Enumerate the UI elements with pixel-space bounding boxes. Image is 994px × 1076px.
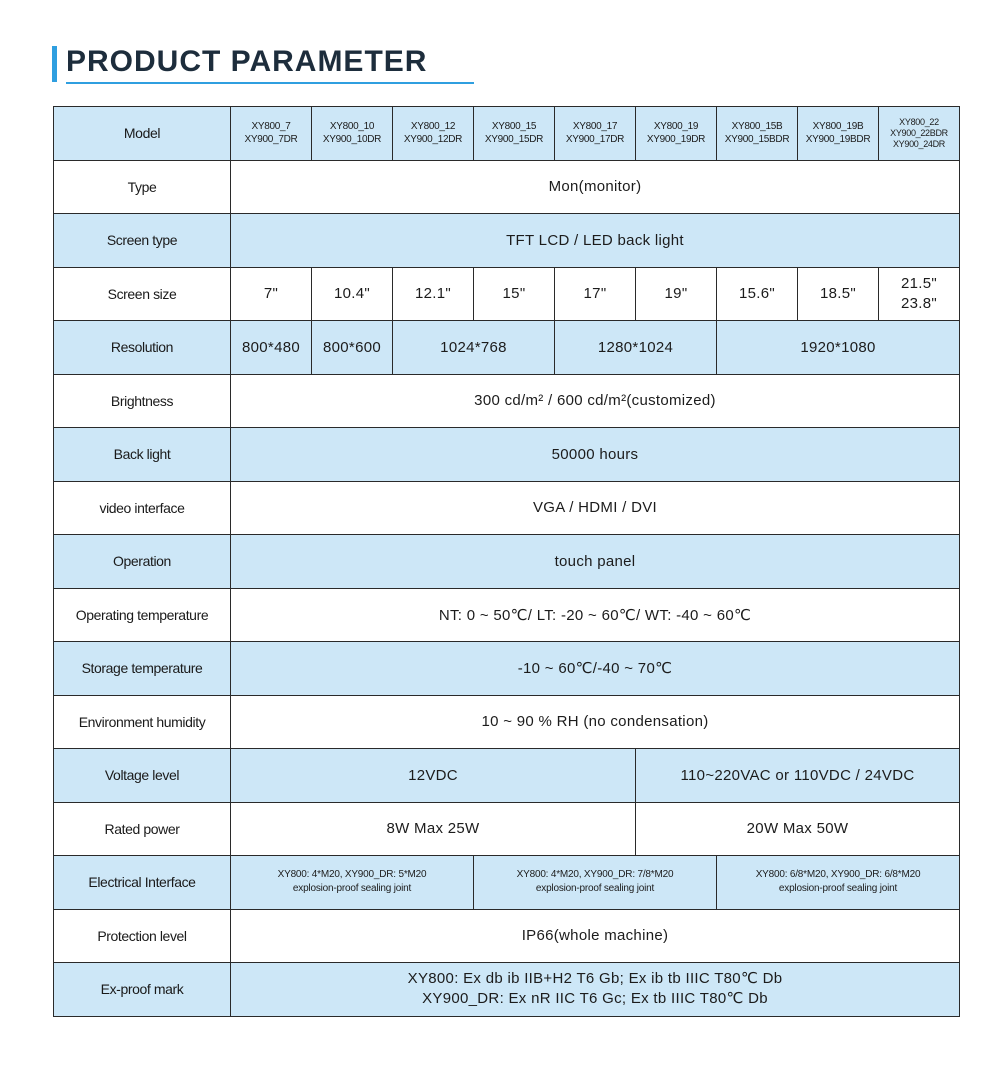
row-header-storage-temperature: Storage temperature [54,642,231,696]
back-light-value: 50000 hours [231,428,960,482]
model-cell: XY800_15 XY900_15DR [474,107,555,161]
row-header-resolution: Resolution [54,321,231,375]
model-cell: XY800_17 XY900_17DR [555,107,636,161]
storage-temperature-value: -10 ~ 60℃/-40 ~ 70℃ [231,642,960,696]
row-header-operating-temperature: Operating temperature [54,588,231,642]
row-header-rated-power: Rated power [54,802,231,856]
voltage-level-cell: 110~220VAC or 110VDC / 24VDC [636,749,960,803]
screen-size-cell: 19" [636,267,717,321]
product-parameter-table [53,106,960,1017]
screen-size-cell: 18.5" [798,267,879,321]
row-operating-temperature [54,588,960,642]
screen-size-cell: 17" [555,267,636,321]
row-storage-temperature [54,642,960,696]
screen-size-cell: 15.6" [717,267,798,321]
row-header-electrical-interface: Electrical Interface [54,856,231,910]
model-cell: XY800_22 XY900_22BDR XY900_24DR [879,107,960,161]
screen-type-value: TFT LCD / LED back light [231,214,960,268]
row-header-voltage-level: Voltage level [54,749,231,803]
rated-power-cell: 8W Max 25W [231,802,636,856]
model-cell: XY800_7 XY900_7DR [231,107,312,161]
row-type [54,160,960,214]
protection-level-value: IP66(whole machine) [231,909,960,963]
model-cell: XY800_19 XY900_19DR [636,107,717,161]
row-environment-humidity [54,695,960,749]
rated-power-cell: 20W Max 50W [636,802,960,856]
row-header-type: Type [54,160,231,214]
title-accent-bar [52,46,57,82]
model-cell: XY800_10 XY900_10DR [312,107,393,161]
row-protection-level [54,909,960,963]
screen-size-cell: 10.4" [312,267,393,321]
resolution-cell: 1280*1024 [555,321,717,375]
row-video-interface [54,481,960,535]
title-underline [66,82,474,84]
row-brightness [54,374,960,428]
row-header-back-light: Back light [54,428,231,482]
row-screen-size [54,267,960,321]
operation-value: touch panel [231,535,960,589]
row-header-screen-size: Screen size [54,267,231,321]
row-screen-type [54,214,960,268]
row-header-model: Model [54,107,231,161]
screen-size-cell: 21.5" 23.8" [879,267,960,321]
operating-temperature-value: NT: 0 ~ 50℃/ LT: -20 ~ 60℃/ WT: -40 ~ 60℃ [231,588,960,642]
row-header-video-interface: video interface [54,481,231,535]
screen-size-cell: 12.1" [393,267,474,321]
brightness-value: 300 cd/m² / 600 cd/m²(customized) [231,374,960,428]
ex-proof-mark-value: XY800: Ex db ib IIB+H2 T6 Gb; Ex ib tb IIIC T80℃ Db XY900_DR: Ex nR IIC T6 Gc; Ex tb IIIC T80℃ Db [231,963,960,1017]
screen-size-cell: 15" [474,267,555,321]
row-voltage-level [54,749,960,803]
row-rated-power [54,802,960,856]
row-header-screen-type: Screen type [54,214,231,268]
row-header-brightness: Brightness [54,374,231,428]
environment-humidity-value: 10 ~ 90 % RH (no condensation) [231,695,960,749]
voltage-level-cell: 12VDC [231,749,636,803]
row-resolution [54,321,960,375]
type-value: Mon(monitor) [231,160,960,214]
resolution-cell: 1024*768 [393,321,555,375]
model-cell: XY800_15B XY900_15BDR [717,107,798,161]
row-header-protection-level: Protection level [54,909,231,963]
row-back-light [54,428,960,482]
page-title: PRODUCT PARAMETER [66,45,428,78]
video-interface-value: VGA / HDMI / DVI [231,481,960,535]
screen-size-cell: 7" [231,267,312,321]
row-header-ex-proof-mark: Ex-proof mark [54,963,231,1017]
electrical-interface-cell: XY800: 4*M20, XY900_DR: 7/8*M20 explosion-proof sealing joint [474,856,717,910]
electrical-interface-cell: XY800: 6/8*M20, XY900_DR: 6/8*M20 explosion-proof sealing joint [717,856,960,910]
resolution-cell: 1920*1080 [717,321,960,375]
model-cell: XY800_19B XY900_19BDR [798,107,879,161]
row-ex-proof-mark [54,963,960,1017]
row-model [54,107,960,161]
model-cell: XY800_12 XY900_12DR [393,107,474,161]
row-header-operation: Operation [54,535,231,589]
electrical-interface-cell: XY800: 4*M20, XY900_DR: 5*M20 explosion-proof sealing joint [231,856,474,910]
resolution-cell: 800*600 [312,321,393,375]
resolution-cell: 800*480 [231,321,312,375]
page-header [52,44,474,84]
row-header-environment-humidity: Environment humidity [54,695,231,749]
row-electrical-interface [54,856,960,910]
row-operation [54,535,960,589]
